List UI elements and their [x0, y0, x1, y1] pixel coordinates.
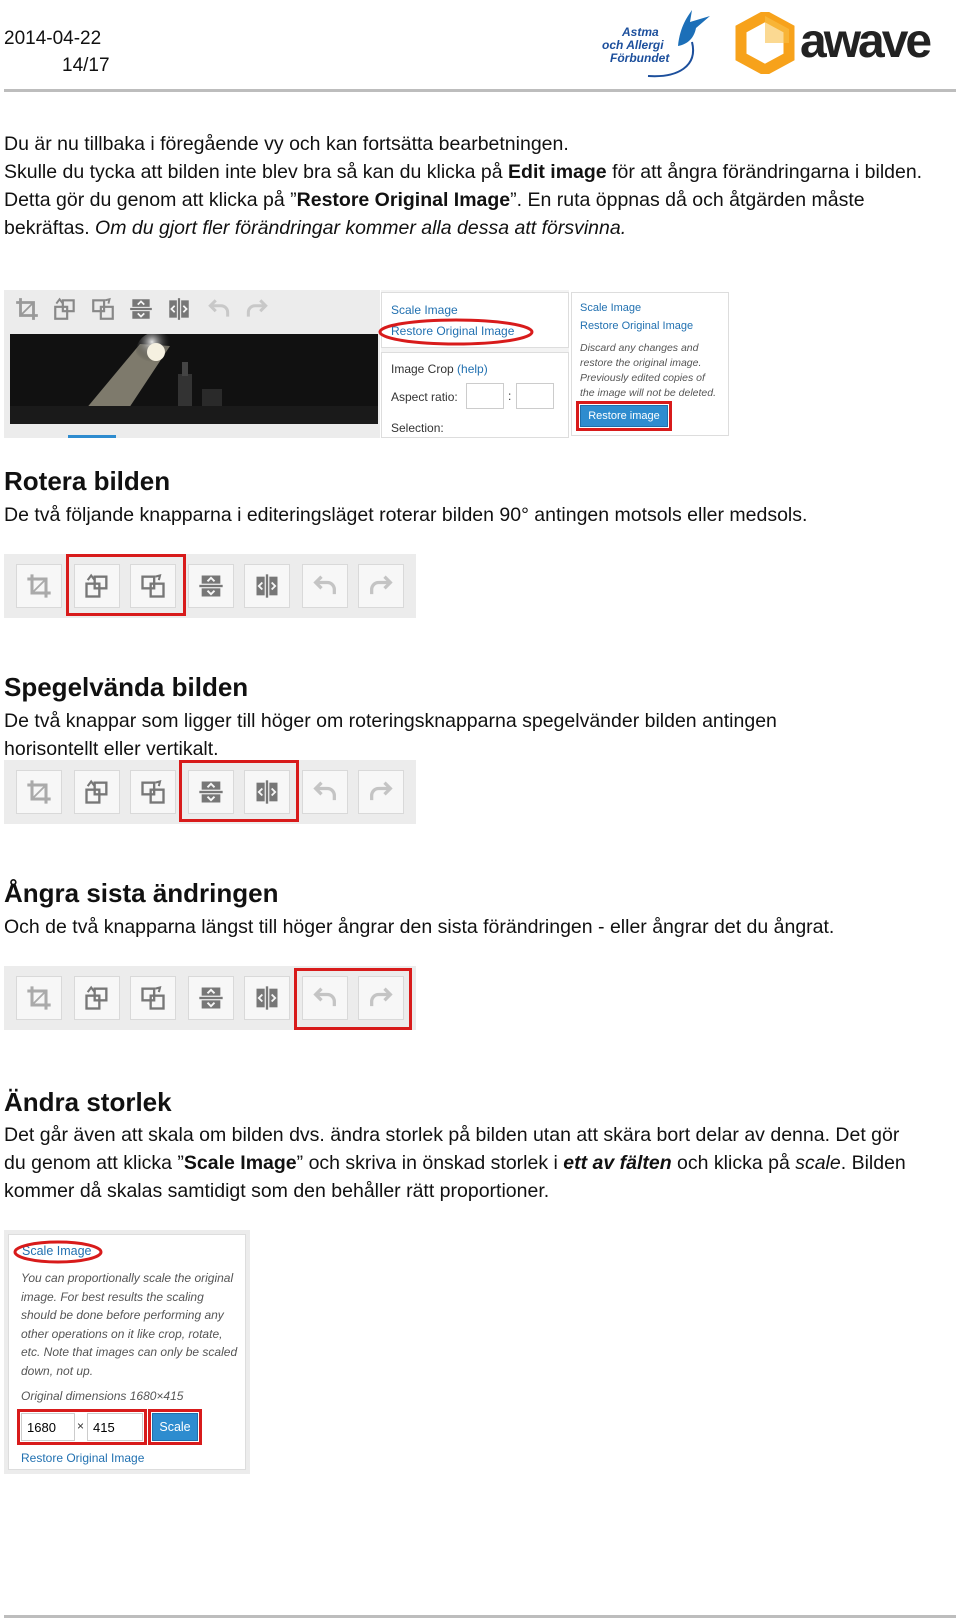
resize-scale-image: Scale Image: [183, 1152, 297, 1174]
resize-heading: Ändra storlek: [4, 1087, 172, 1117]
aspect-ratio-height-input[interactable]: [516, 383, 554, 409]
document-date: 2014-04-22: [4, 28, 102, 49]
undo-icon: [311, 572, 339, 600]
redo-icon[interactable]: [244, 296, 270, 322]
rotate-right-icon: [139, 778, 167, 806]
crop-icon: [25, 984, 53, 1012]
times-sign: ×: [77, 1419, 85, 1433]
rotate-left-icon: [83, 984, 111, 1012]
hexagon-logo-icon: [734, 12, 796, 74]
toolbar-rotate: [4, 554, 416, 618]
image-edit-sidebar: [381, 290, 569, 438]
rotate-left-icon[interactable]: [52, 296, 78, 322]
aspect-ratio-width-input[interactable]: [466, 383, 504, 409]
restore-button-highlight: [576, 401, 672, 431]
rotate-right-button[interactable]: [130, 976, 176, 1020]
resize-text-mid2: och klicka på: [671, 1152, 796, 1174]
rotate-text: De två följande knapparna i editeringsläget roterar bilden 90° antingen motsols eller medsols.: [4, 504, 808, 526]
original-dimensions: Original dimensions 1680×415: [21, 1389, 184, 1403]
rotate-right-button[interactable]: [130, 770, 176, 814]
redo-icon: [367, 572, 395, 600]
restore-image-button[interactable]: Restore image: [580, 405, 668, 427]
flip-vertical-icon: [197, 572, 225, 600]
flip-vertical-icon: [197, 984, 225, 1012]
crop-icon: [25, 778, 53, 806]
undo-buttons-highlight: [294, 968, 412, 1030]
resize-one-of-fields: ett av fälten: [563, 1152, 672, 1174]
flip-buttons-highlight: [179, 760, 299, 822]
resize-scale-word: scale: [795, 1152, 841, 1174]
aspect-ratio-label: Aspect ratio:: [391, 390, 458, 404]
image-crop-box: [381, 352, 569, 438]
awave-logo: [734, 12, 954, 76]
crop-icon: [25, 572, 53, 600]
intro-line3: [4, 186, 954, 242]
city-photo: [10, 334, 378, 424]
undo-heading: Ångra sista ändringen: [4, 878, 279, 908]
flip-vertical-button[interactable]: [188, 976, 234, 1020]
scale-restore-box: [381, 292, 569, 348]
scale-image-link[interactable]: Scale Image: [391, 303, 458, 317]
mirror-heading: Spegelvända bilden: [4, 672, 249, 702]
intro-edit-image: Edit image: [508, 161, 607, 183]
scale-description: You can proportionally scale the original image. For best results the scaling should be done before performing any other operations on it like crop, rotate, etc. Note that images can only be scaled down, not up.: [21, 1271, 238, 1378]
intro-line2-post: för att ångra förändringarna i bilden.: [606, 161, 923, 183]
red-ellipse-highlight: [378, 317, 538, 347]
popup-scale-image-link[interactable]: Scale Image: [580, 302, 642, 314]
flip-horizontal-button[interactable]: [244, 564, 290, 608]
astma-logo-line2: och Allergi: [602, 38, 664, 52]
restore-original-link[interactable]: Restore Original Image: [391, 324, 515, 338]
flip-vertical-icon[interactable]: [128, 296, 154, 322]
rotate-right-icon: [139, 984, 167, 1012]
redo-button[interactable]: [358, 770, 404, 814]
astma-logo-line3: Förbundet: [610, 51, 670, 65]
restore-confirm-popup: [571, 292, 729, 436]
undo-text: Och de två knapparna längst till höger ångrar den sista förändringen - eller ångrar det du ångrat.: [4, 916, 835, 938]
resize-text-mid: ” och skriva in önskad storlek i: [296, 1152, 564, 1174]
rotate-left-icon: [83, 778, 111, 806]
footer-divider: [4, 1615, 956, 1618]
astma-logo-line1: Astma: [622, 25, 659, 39]
scale-panel-screenshot: [4, 1230, 250, 1474]
intro-line2-pre: Skulle du tycka att bilden inte blev bra så kan du klicka på: [4, 161, 509, 183]
redo-button[interactable]: [358, 564, 404, 608]
selection-indicator: [68, 435, 116, 438]
header-divider: [4, 89, 956, 92]
intro-line2: [4, 158, 954, 186]
crop-button[interactable]: [16, 564, 62, 608]
scale-restore-original-link[interactable]: Restore Original Image: [21, 1451, 145, 1465]
flip-horizontal-icon: [253, 572, 281, 600]
crop-help-link[interactable]: (help): [457, 362, 488, 376]
resize-text: [4, 1121, 924, 1205]
intro-line3-pre: Detta gör du genom att klicka på ”: [4, 189, 297, 211]
intro-line3-post: ”. En ruta öppnas då och åtgärden måste bekräftas.: [4, 189, 865, 239]
undo-button[interactable]: [302, 770, 348, 814]
popup-description: Discard any changes and restore the original image. Previously edited copies of the image will not be deleted.: [580, 342, 717, 399]
toolbar-undo: [4, 966, 416, 1030]
scale-image-title[interactable]: Scale Image: [22, 1244, 92, 1258]
resize-text-post: . Bilden kommer då skalas samtidigt som den behåller rätt proportioner.: [4, 1152, 906, 1202]
crop-icon[interactable]: [14, 296, 40, 322]
rotate-left-button[interactable]: [74, 770, 120, 814]
mirror-text: De två knappar som ligger till höger om roteringsknapparna spegelvänder bilden antingen horisontellt eller vertikalt.: [4, 710, 777, 760]
crop-button[interactable]: [16, 770, 62, 814]
scale-image-panel: [8, 1234, 246, 1470]
scale-title-highlight: [12, 1239, 104, 1265]
rotate-buttons-highlight: [66, 554, 186, 616]
intro-warning: Om du gjort fler förändringar kommer alla dessa att försvinna.: [95, 217, 627, 239]
awave-logo-text: awave: [800, 15, 930, 68]
toolbar-mirror: [4, 760, 416, 824]
flip-horizontal-icon: [253, 984, 281, 1012]
undo-icon[interactable]: [206, 296, 232, 322]
undo-icon: [311, 778, 339, 806]
editor-screenshot: [4, 290, 380, 438]
rotate-right-icon[interactable]: [90, 296, 116, 322]
image-crop-label: [391, 362, 488, 376]
rotate-left-button[interactable]: [74, 976, 120, 1020]
intro-paragraph: [4, 130, 954, 242]
page-number: 14/17: [62, 55, 110, 76]
rotate-heading: Rotera bilden: [4, 466, 171, 496]
flip-horizontal-button[interactable]: [244, 976, 290, 1020]
resize-text-pre: Det går även att skala om bilden dvs. ändra storlek på bilden utan att skära bort delar av denna. Det gör du genom att klicka ”: [4, 1124, 900, 1174]
scale-button[interactable]: Scale: [152, 1413, 198, 1441]
image-crop-title: Image Crop: [391, 362, 454, 376]
undo-button[interactable]: [302, 564, 348, 608]
redo-icon: [367, 778, 395, 806]
selection-label: Selection:: [391, 421, 444, 435]
popup-restore-original-link[interactable]: Restore Original Image: [580, 320, 694, 332]
astma-allergi-logo: [602, 6, 718, 82]
inputs-highlight: [17, 1409, 147, 1445]
intro-restore-original: Restore Original Image: [296, 189, 511, 211]
edited-photo: [10, 334, 378, 424]
aspect-ratio-colon: :: [508, 389, 512, 403]
intro-line1: Du är nu tillbaka i föregående vy och kan fortsätta bearbetningen.: [4, 133, 569, 155]
flip-vertical-button[interactable]: [188, 564, 234, 608]
scale-button-highlight: [148, 1409, 202, 1445]
crop-button[interactable]: [16, 976, 62, 1020]
flip-horizontal-icon[interactable]: [166, 296, 192, 322]
